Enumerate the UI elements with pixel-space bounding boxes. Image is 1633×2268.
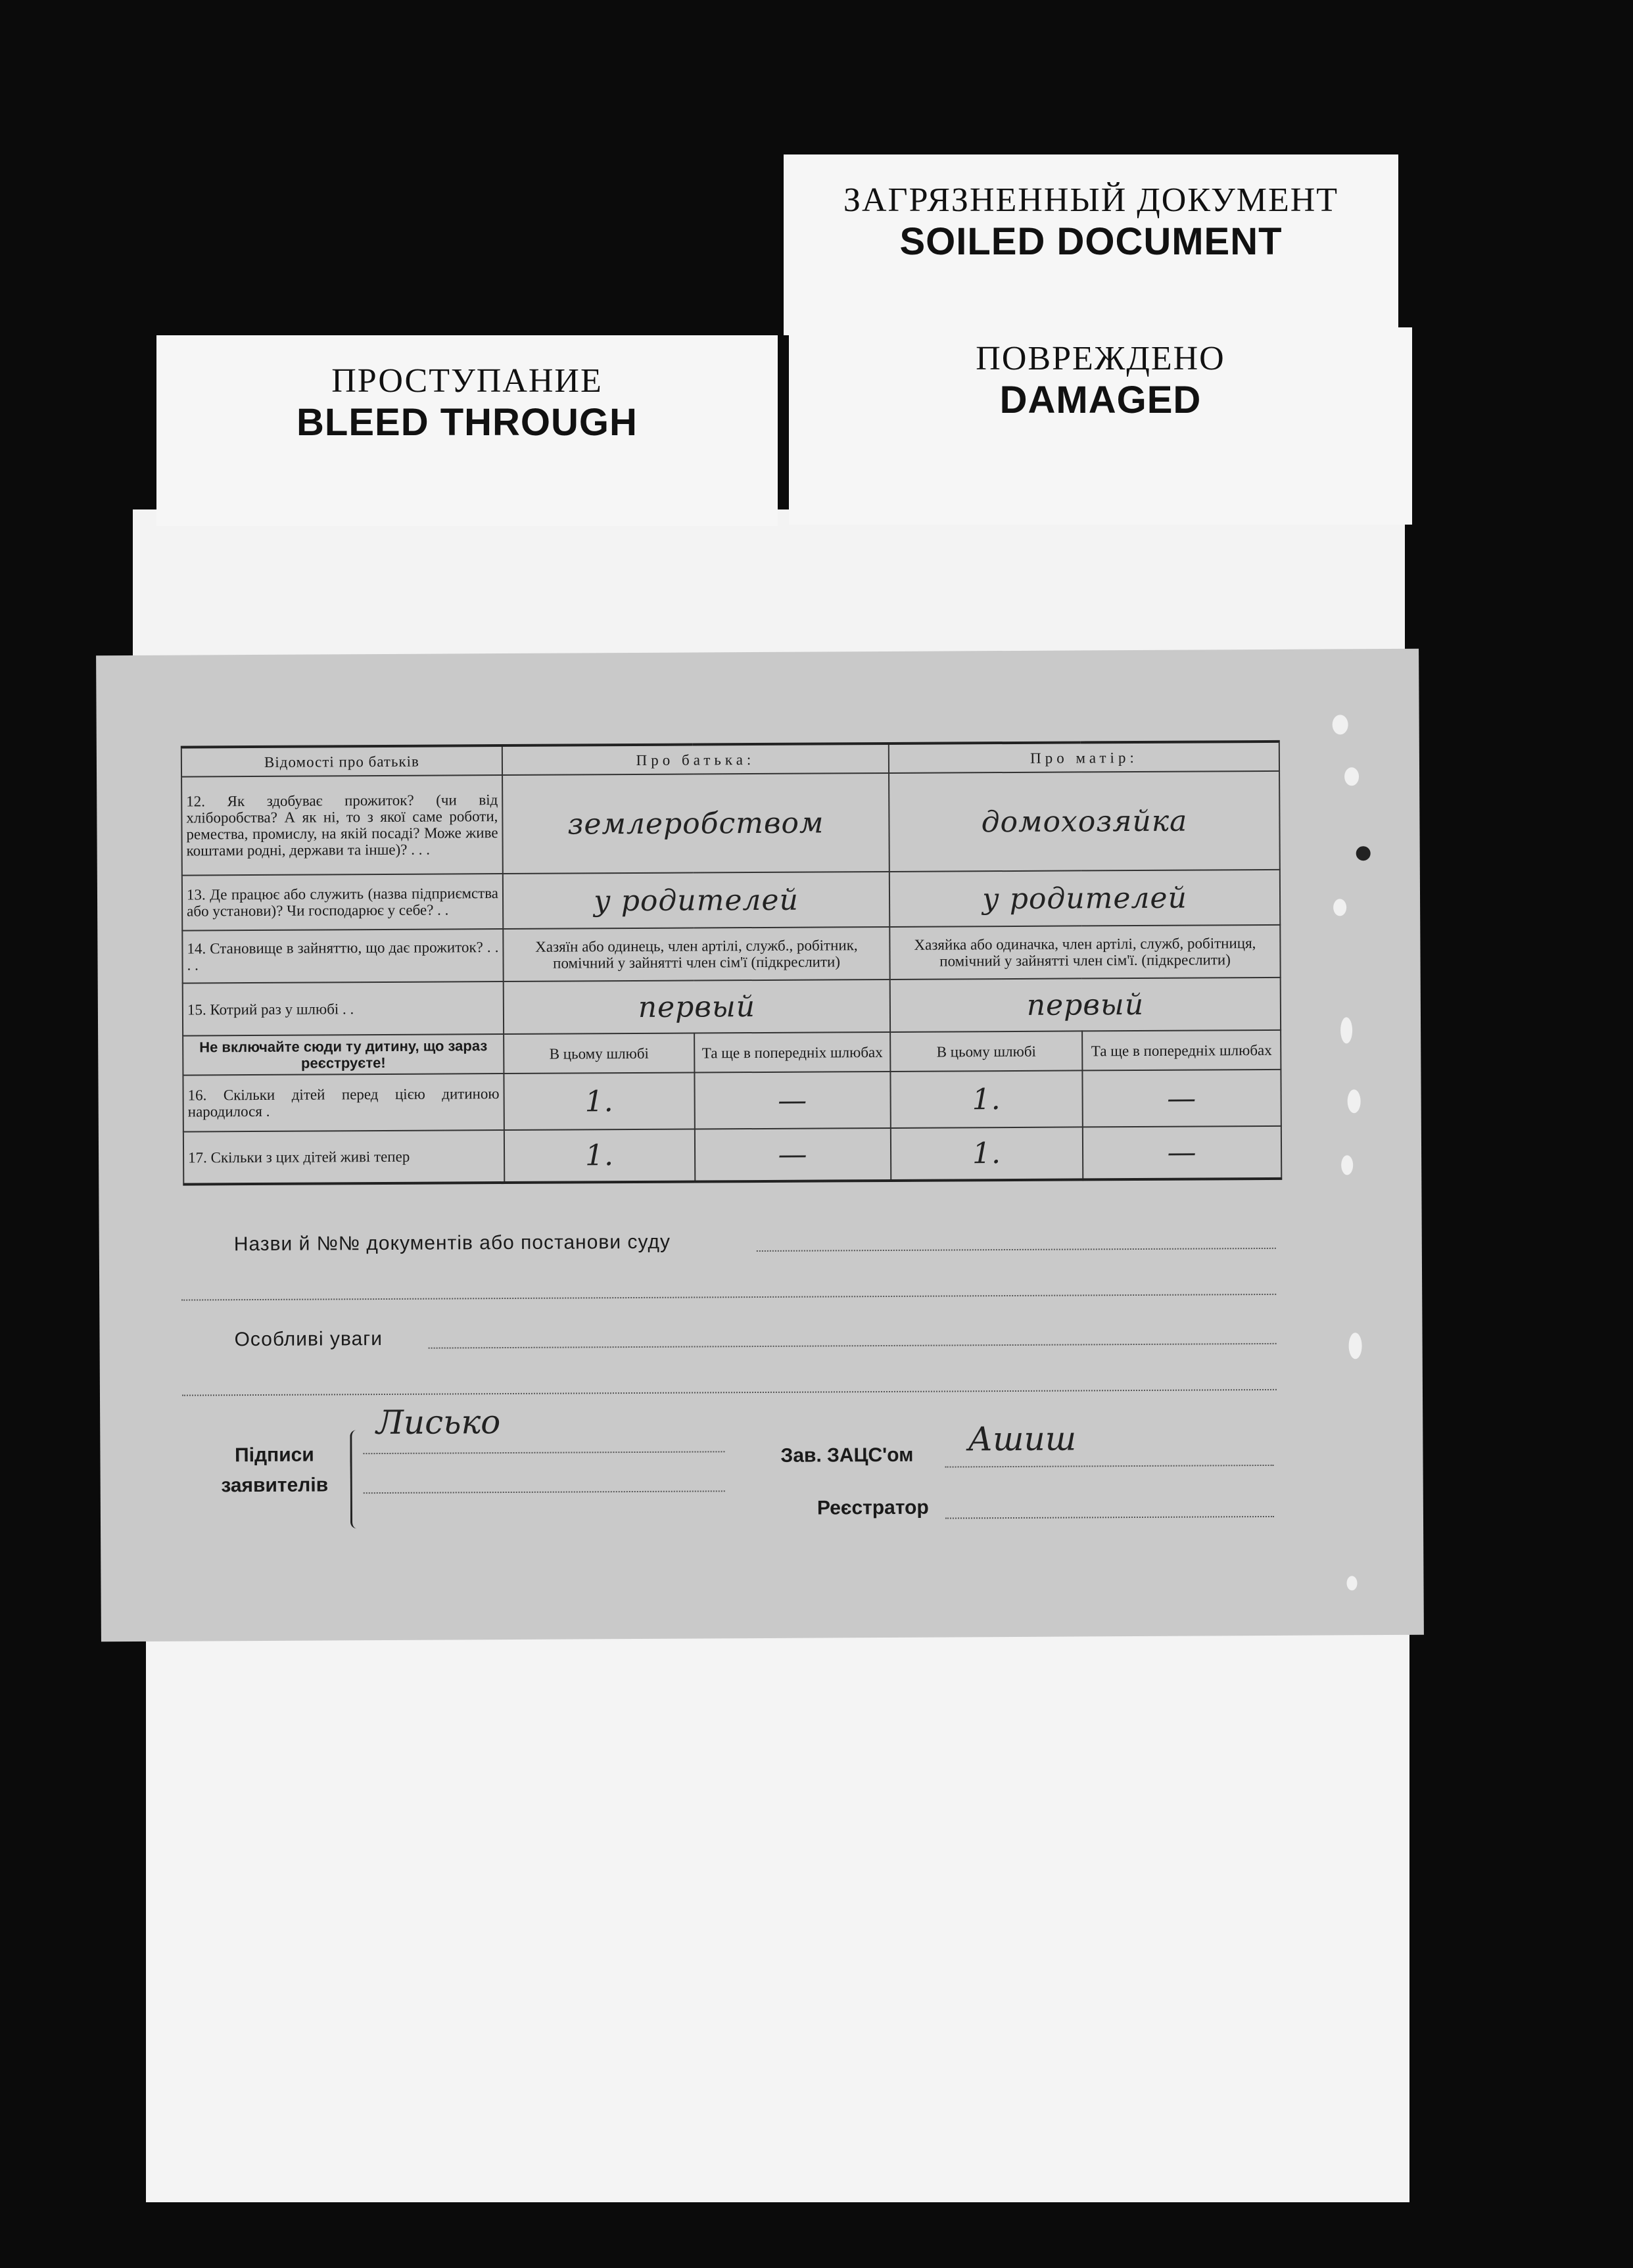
punch-hole xyxy=(1344,767,1359,786)
answer-16-father-this: 1. xyxy=(504,1073,694,1131)
punch-hole xyxy=(1333,715,1348,734)
options-14-father: Хазяїн або одинець, член артілі, служб., робітник, помічний у зайнятті член сім'ї (підкреслити) xyxy=(503,927,889,981)
answer-17-mother-this: 1. xyxy=(891,1127,1083,1181)
zags-signature-line xyxy=(945,1465,1274,1468)
options-14-mother: Хазяйка або одиначка, член артілі, служб, робітниця, помічний у зайнятті член сім'ї. (підкреслити) xyxy=(889,925,1280,980)
soiled-document-label xyxy=(784,154,1398,335)
punch-hole xyxy=(1349,1333,1362,1359)
header-father: Про батька: xyxy=(502,744,889,775)
documents-label: Назви й №№ документів або постанови суду xyxy=(233,1231,671,1256)
table-row-q14 xyxy=(182,925,1280,983)
damaged-label-ru: ПОВРЕЖДЕНО xyxy=(976,340,1225,377)
question-12: 12. Як здобуває прожиток? (чи від хліборобства? А як ні, то з якої саме роботи, ремества, промислу, на якій посаді? Може живе коштами родні, держави та інше)? . . . xyxy=(181,775,503,876)
question-14: 14. Становище в зайняттю, що дає прожиток? . . . . xyxy=(182,929,503,983)
soiled-label-ru: ЗАГРЯЗНЕННЫЙ ДОКУМЕНТ xyxy=(843,181,1339,219)
bleed-through-label xyxy=(156,335,778,526)
bleed-label-ru: ПРОСТУПАНИЕ xyxy=(331,362,603,400)
answer-16-mother-prev: — xyxy=(1082,1070,1281,1127)
answer-13-mother: у родителей xyxy=(889,870,1280,927)
question-16: 16. Скільки дітей перед цією дитиною народилося . xyxy=(183,1074,504,1132)
zags-label: Зав. ЗАЦС'ом xyxy=(780,1444,914,1467)
applicant-signature: Лисько xyxy=(376,1403,501,1442)
remarks-label: Особливі уваги xyxy=(234,1328,383,1351)
table-row-q12 xyxy=(181,771,1280,876)
answer-16-father-prev: — xyxy=(694,1072,890,1129)
answer-15-mother: первый xyxy=(890,978,1281,1032)
header-parents-info: Відомості про батьків xyxy=(181,745,502,777)
signatures-label: Підписи заявителів xyxy=(221,1444,329,1497)
documents-line xyxy=(757,1248,1276,1252)
punch-hole xyxy=(1341,1155,1353,1175)
bleed-label-en: BLEED THROUGH xyxy=(296,401,638,444)
children-subheader-row xyxy=(183,1030,1281,1075)
signatures-brace xyxy=(350,1430,362,1528)
answer-16-mother-this: 1. xyxy=(890,1070,1082,1128)
question-15: 15. Котрий раз у шлюбі . . xyxy=(183,981,504,1036)
subheader-previous-father: Та ще в попередніх шлюбах xyxy=(694,1032,890,1073)
table-row-q16 xyxy=(183,1070,1281,1132)
blank-card xyxy=(133,509,1405,661)
subheader-previous-mother: Та ще в попередніх шлюбах xyxy=(1082,1030,1281,1071)
punch-hole xyxy=(1348,1089,1361,1113)
registrar-label: Реєстратор xyxy=(816,1496,929,1519)
question-13: 13. Де працює або служить (назва підприємства або установи)? Чи господарює у себе? . . xyxy=(182,874,503,931)
header-mother: Про матір: xyxy=(889,742,1279,773)
documents-line-2 xyxy=(181,1294,1276,1301)
table-row-q15 xyxy=(183,978,1281,1036)
damaged-label xyxy=(789,327,1412,525)
answer-12-father: землеробством xyxy=(502,773,889,874)
punch-hole xyxy=(1346,1576,1357,1590)
punch-hole xyxy=(1340,1017,1352,1043)
answer-12-mother: домохозяйка xyxy=(889,771,1280,872)
parents-info-table xyxy=(181,740,1283,1186)
answer-13-father: у родителей xyxy=(503,872,889,929)
remarks-line-2 xyxy=(182,1389,1277,1396)
subheader-this-marriage-father: В цьому шлюбі xyxy=(504,1033,694,1074)
zags-signature: Ашиш xyxy=(968,1419,1077,1459)
answer-17-father-prev: — xyxy=(695,1128,891,1182)
applicant-signature-line xyxy=(363,1451,724,1454)
soiled-label-en: SOILED DOCUMENT xyxy=(899,220,1283,263)
punch-hole xyxy=(1356,846,1371,861)
applicant-signature-line-2 xyxy=(364,1490,725,1494)
question-17: 17. Скільки з цих дітей живі тепер xyxy=(183,1130,504,1185)
damaged-label-en: DAMAGED xyxy=(999,379,1202,421)
answer-17-father-this: 1. xyxy=(504,1129,695,1183)
registrar-line xyxy=(945,1516,1274,1519)
table-row-q17 xyxy=(183,1126,1281,1185)
punch-hole xyxy=(1333,899,1346,916)
form-sheet xyxy=(96,649,1424,1642)
children-note: Не включайте сюди ту дитину, що зараз реєструєте! xyxy=(183,1034,504,1075)
remarks-line xyxy=(429,1343,1277,1349)
answer-15-father: первый xyxy=(504,980,890,1034)
table-row-q13 xyxy=(182,870,1280,931)
answer-17-mother-prev: — xyxy=(1083,1126,1281,1180)
subheader-this-marriage-mother: В цьому шлюбі xyxy=(890,1031,1082,1072)
